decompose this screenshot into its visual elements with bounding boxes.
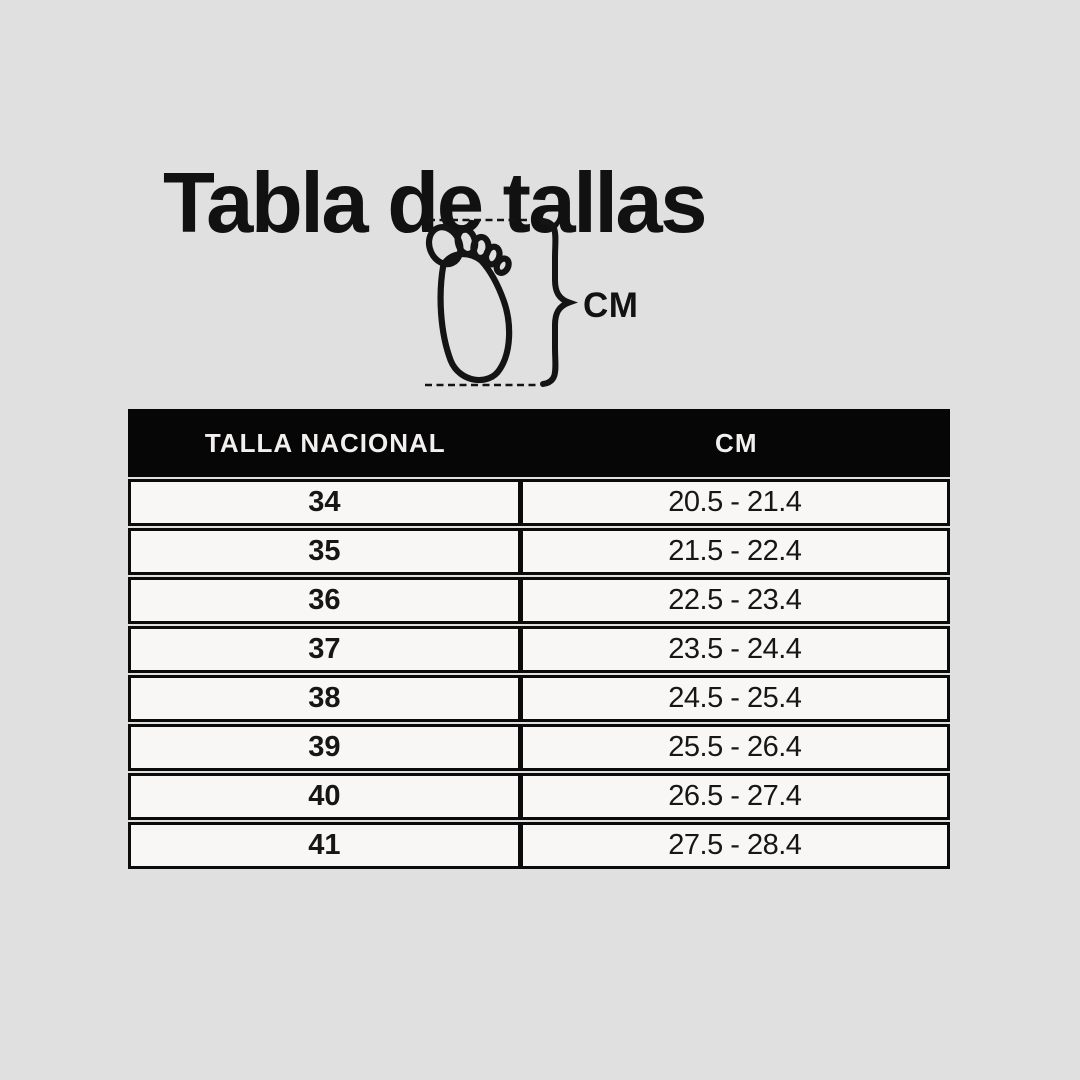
- table-row: [128, 822, 950, 869]
- column-header-cm: CM: [715, 428, 758, 458]
- size-cell: 35: [131, 531, 523, 572]
- size-cell: 38: [131, 678, 523, 719]
- size-cell: 34: [131, 482, 523, 523]
- size-cell: 41: [131, 825, 523, 866]
- size-cell: 39: [131, 727, 523, 768]
- cm-range-cell: 21.5 - 22.4: [668, 535, 802, 567]
- column-header-talla-nacional: TALLA NACIONAL: [204, 428, 446, 458]
- size-cell: 40: [131, 776, 523, 817]
- cm-range-cell: 24.5 - 25.4: [668, 682, 802, 714]
- table-row: [128, 528, 950, 575]
- size-cell: 36: [131, 580, 523, 621]
- cm-range-cell: 22.5 - 23.4: [668, 584, 802, 616]
- table-row: [128, 626, 950, 673]
- cm-unit-label: CM: [583, 286, 639, 325]
- cm-range-cell: 27.5 - 28.4: [668, 829, 802, 861]
- table-row: [128, 773, 950, 820]
- table-row: [128, 577, 950, 624]
- size-cell: 37: [131, 629, 523, 670]
- table-row: [128, 479, 950, 526]
- size-table: [128, 409, 950, 869]
- table-body: [128, 479, 950, 869]
- foot-measure-graphic: [420, 210, 660, 400]
- cm-range-cell: 26.5 - 27.4: [668, 780, 802, 812]
- table-header-row: [128, 409, 950, 477]
- curly-brace-icon: [543, 221, 569, 384]
- cm-range-cell: 23.5 - 24.4: [668, 633, 802, 665]
- table-row: [128, 675, 950, 722]
- cm-range-cell: 25.5 - 26.4: [668, 731, 802, 763]
- page-title: Tabla de tallas: [163, 155, 705, 251]
- table-row: [128, 724, 950, 771]
- cm-range-cell: 20.5 - 21.4: [668, 486, 802, 518]
